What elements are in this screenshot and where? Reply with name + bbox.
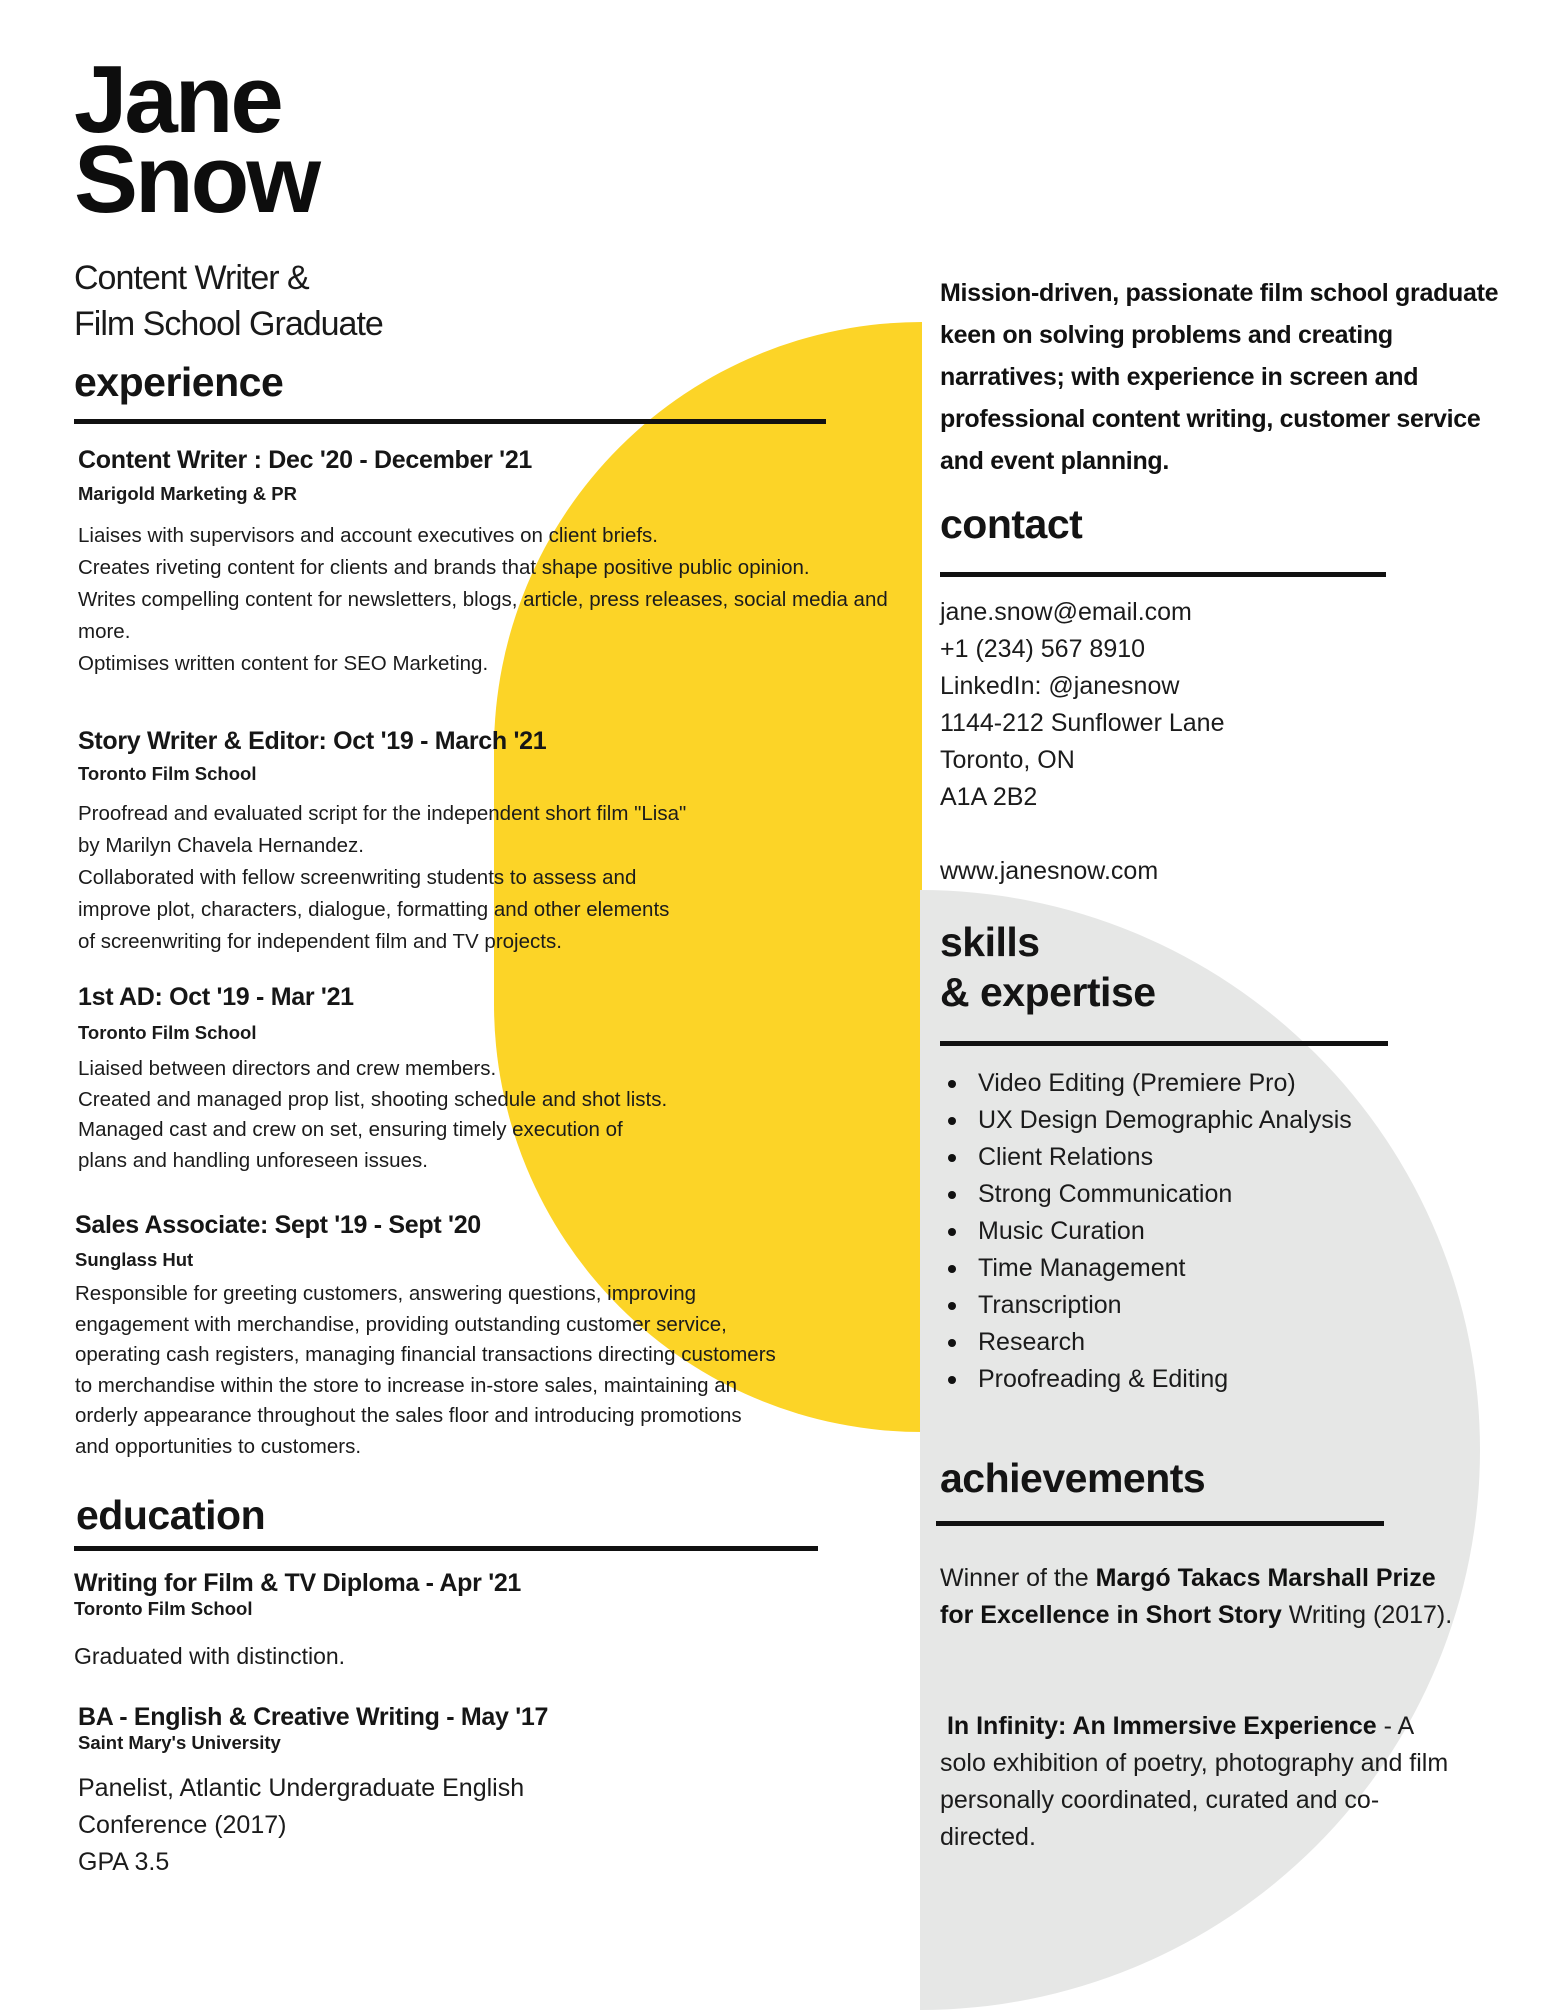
skill-item: Music Curation: [978, 1213, 1352, 1250]
contact-phone[interactable]: +1 (234) 567 8910: [940, 635, 1146, 663]
achievement-prize-name: Margó Takacs Marshall Prize for Excellence in Short Story: [940, 1564, 1436, 1629]
job-organization: Toronto Film School: [78, 1022, 257, 1043]
professional-summary: Mission-driven, passionate film school graduate keen on solving problems and creating narratives; with experience in screen and professional content writing, customer service and event planning.: [940, 279, 1499, 475]
achievement-exhibition-name: In Infinity: An Immersive Experience: [946, 1712, 1377, 1740]
job-organization: Sunglass Hut: [75, 1249, 194, 1270]
achievement-prize-suffix: Writing (2017).: [1281, 1601, 1453, 1629]
contact-block: [940, 594, 1500, 890]
skills-heading: [940, 917, 1156, 1017]
skills-heading-line-2: & expertise: [940, 969, 1156, 1015]
skill-item: Research: [978, 1324, 1352, 1361]
skill-item: Proofreading & Editing: [978, 1361, 1352, 1398]
education-title: Writing for Film & TV Diploma - Apr '21: [74, 1569, 522, 1597]
experience-divider: [74, 419, 826, 424]
education-entry: [74, 1569, 834, 1672]
achievement-prize-prefix: Winner of the: [940, 1564, 1096, 1592]
job-title: 1st AD: Oct '19 - Mar '21: [78, 983, 354, 1011]
job-description: Liaises with supervisors and account executives on client briefs. Creates riveting content for clients and brands that shape positive public opinion. Writes compelling content for newsletters, blogs, article, press releases, social media and more. Optimises written content for SEO Marketing.: [78, 524, 888, 675]
contact-linkedin[interactable]: LinkedIn: @janesnow: [940, 672, 1180, 700]
contact-email[interactable]: jane.snow@email.com: [940, 598, 1192, 626]
job-entry: [78, 983, 898, 1176]
skill-item: UX Design Demographic Analysis: [978, 1102, 1352, 1139]
job-organization: Marigold Marketing & PR: [78, 483, 297, 504]
job-description: Proofread and evaluated script for the independent short film "Lisa" by Marilyn Chavela Hernandez. Collaborated with fellow screenwriting students to assess and improve plot, characters, dialogue, formatting and other elements of screenwriting for independent film and TV projects.: [78, 802, 687, 953]
achievements-heading: achievements: [940, 1455, 1206, 1501]
job-organization: Toronto Film School: [78, 763, 257, 784]
achievements-divider: [936, 1521, 1384, 1526]
contact-website[interactable]: www.janesnow.com: [940, 857, 1159, 885]
job-subtitle: [74, 255, 383, 347]
job-entry: [78, 446, 898, 680]
job-entry: [75, 1211, 915, 1462]
contact-divider: [940, 572, 1386, 577]
candidate-name: [74, 46, 318, 233]
contact-address-street: 1144-212 Sunflower Lane: [940, 709, 1225, 737]
job-title: Sales Associate: Sept '19 - Sept '20: [75, 1211, 481, 1239]
education-heading: education: [76, 1492, 266, 1538]
skill-item: Transcription: [978, 1287, 1352, 1324]
experience-heading: experience: [74, 359, 284, 405]
achievement-prize: [940, 1560, 1460, 1634]
name-first: Jane: [74, 46, 281, 153]
achievement-exhibition: [940, 1708, 1460, 1856]
job-description: Liaised between directors and crew members. Created and managed prop list, shooting schedule and shot lists. Managed cast and crew on set, ensuring timely execution of plans and handling unforeseen issues.: [78, 1057, 668, 1172]
education-title: BA - English & Creative Writing - May '17: [78, 1703, 549, 1731]
contact-address-city: Toronto, ON: [940, 746, 1075, 774]
education-description: Graduated with distinction.: [74, 1643, 346, 1669]
contact-postal-code: A1A 2B2: [940, 783, 1038, 811]
achievement-exhibition-description: - A solo exhibition of poetry, photography and film personally coordinated, curated and co-directed.: [940, 1712, 1449, 1851]
skill-item: Video Editing (Premiere Pro): [978, 1065, 1352, 1102]
skills-divider: [940, 1041, 1388, 1046]
skill-item: Strong Communication: [978, 1176, 1352, 1213]
skill-item: Time Management: [978, 1250, 1352, 1287]
education-institution: Toronto Film School: [74, 1598, 253, 1619]
job-entry: [78, 727, 898, 958]
subtitle-line-1: Content Writer &: [74, 259, 309, 297]
contact-heading: contact: [940, 501, 1083, 547]
education-institution: Saint Mary's University: [78, 1732, 281, 1753]
skills-heading-line-1: skills: [940, 919, 1040, 965]
education-divider: [74, 1546, 818, 1551]
subtitle-line-2: Film School Graduate: [74, 305, 383, 343]
job-title: Content Writer : Dec '20 - December '21: [78, 446, 533, 474]
job-description: Responsible for greeting customers, answering questions, improving engagement with merchandise, providing outstanding customer service, operating cash registers, managing financial transactions directing customers to merchandise within the store to increase in-store sales, maintaining an orderly appearance throughout the sales floor and introducing promotions and opportunities to customers.: [75, 1282, 776, 1458]
name-last: Snow: [74, 126, 318, 233]
skill-item: Client Relations: [978, 1139, 1352, 1176]
education-entry: [78, 1703, 838, 1881]
education-description: Panelist, Atlantic Undergraduate English Conference (2017) GPA 3.5: [78, 1774, 525, 1876]
job-title: Story Writer & Editor: Oct '19 - March '21: [78, 727, 547, 755]
skills-list: [940, 1065, 1352, 1398]
